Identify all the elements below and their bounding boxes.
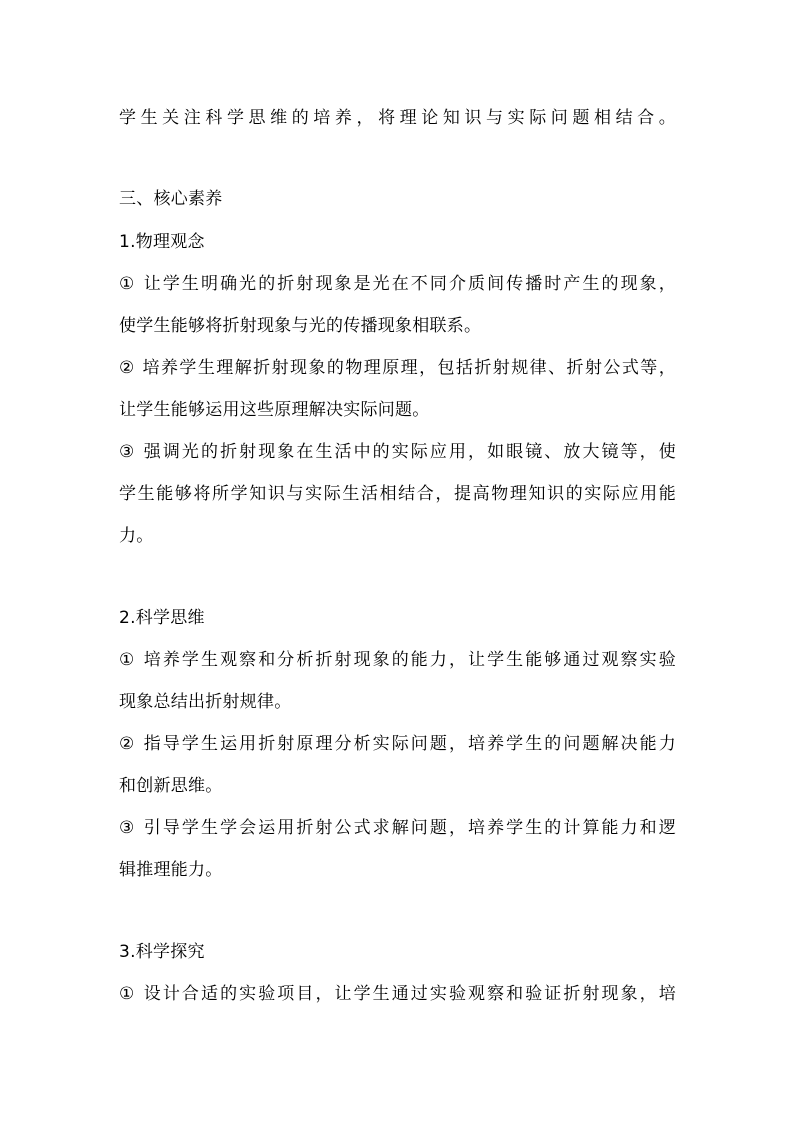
- paragraph-line: ① 设计合适的实验项目，让学生通过实验观察和验证折射现象，培: [119, 984, 676, 1004]
- paragraph-continuation: 学生关注科学思维的培养，将理论知识与实际问题相结合。: [119, 108, 676, 128]
- paragraph-line: 力。: [119, 526, 154, 546]
- subsection-heading-scientific-inquiry: 3.科学探究: [119, 942, 205, 962]
- paragraph-line: 和创新思维。: [119, 776, 223, 796]
- paragraph-line: ② 培养学生理解折射现象的物理原理，包括折射规律、折射公式等，: [119, 358, 676, 378]
- paragraph-line: 使学生能够将折射现象与光的传播现象相联系。: [119, 316, 482, 336]
- section-heading: 三、核心素养: [119, 189, 223, 209]
- paragraph-line: ② 指导学生运用折射原理分析实际问题，培养学生的问题解决能力: [119, 734, 676, 754]
- paragraph-line: 学生能够将所学知识与实际生活相结合，提高物理知识的实际应用能: [119, 484, 676, 504]
- subsection-heading-scientific-thinking: 2.科学思维: [119, 608, 205, 628]
- paragraph-line: ③ 引导学生学会运用折射公式求解问题，培养学生的计算能力和逻: [119, 818, 676, 838]
- subsection-heading-physics-concept: 1.物理观念: [119, 232, 205, 252]
- paragraph-line: ① 培养学生观察和分析折射现象的能力，让学生能够通过观察实验: [119, 650, 676, 670]
- paragraph-line: ③ 强调光的折射现象在生活中的实际应用，如眼镜、放大镜等，使: [119, 442, 676, 462]
- paragraph-line: 辑推理能力。: [119, 860, 223, 880]
- paragraph-line: 让学生能够运用这些原理解决实际问题。: [119, 400, 430, 420]
- paragraph-line: 现象总结出折射规律。: [119, 692, 292, 712]
- paragraph-line: ① 让学生明确光的折射现象是光在不同介质间传播时产生的现象，: [119, 274, 676, 294]
